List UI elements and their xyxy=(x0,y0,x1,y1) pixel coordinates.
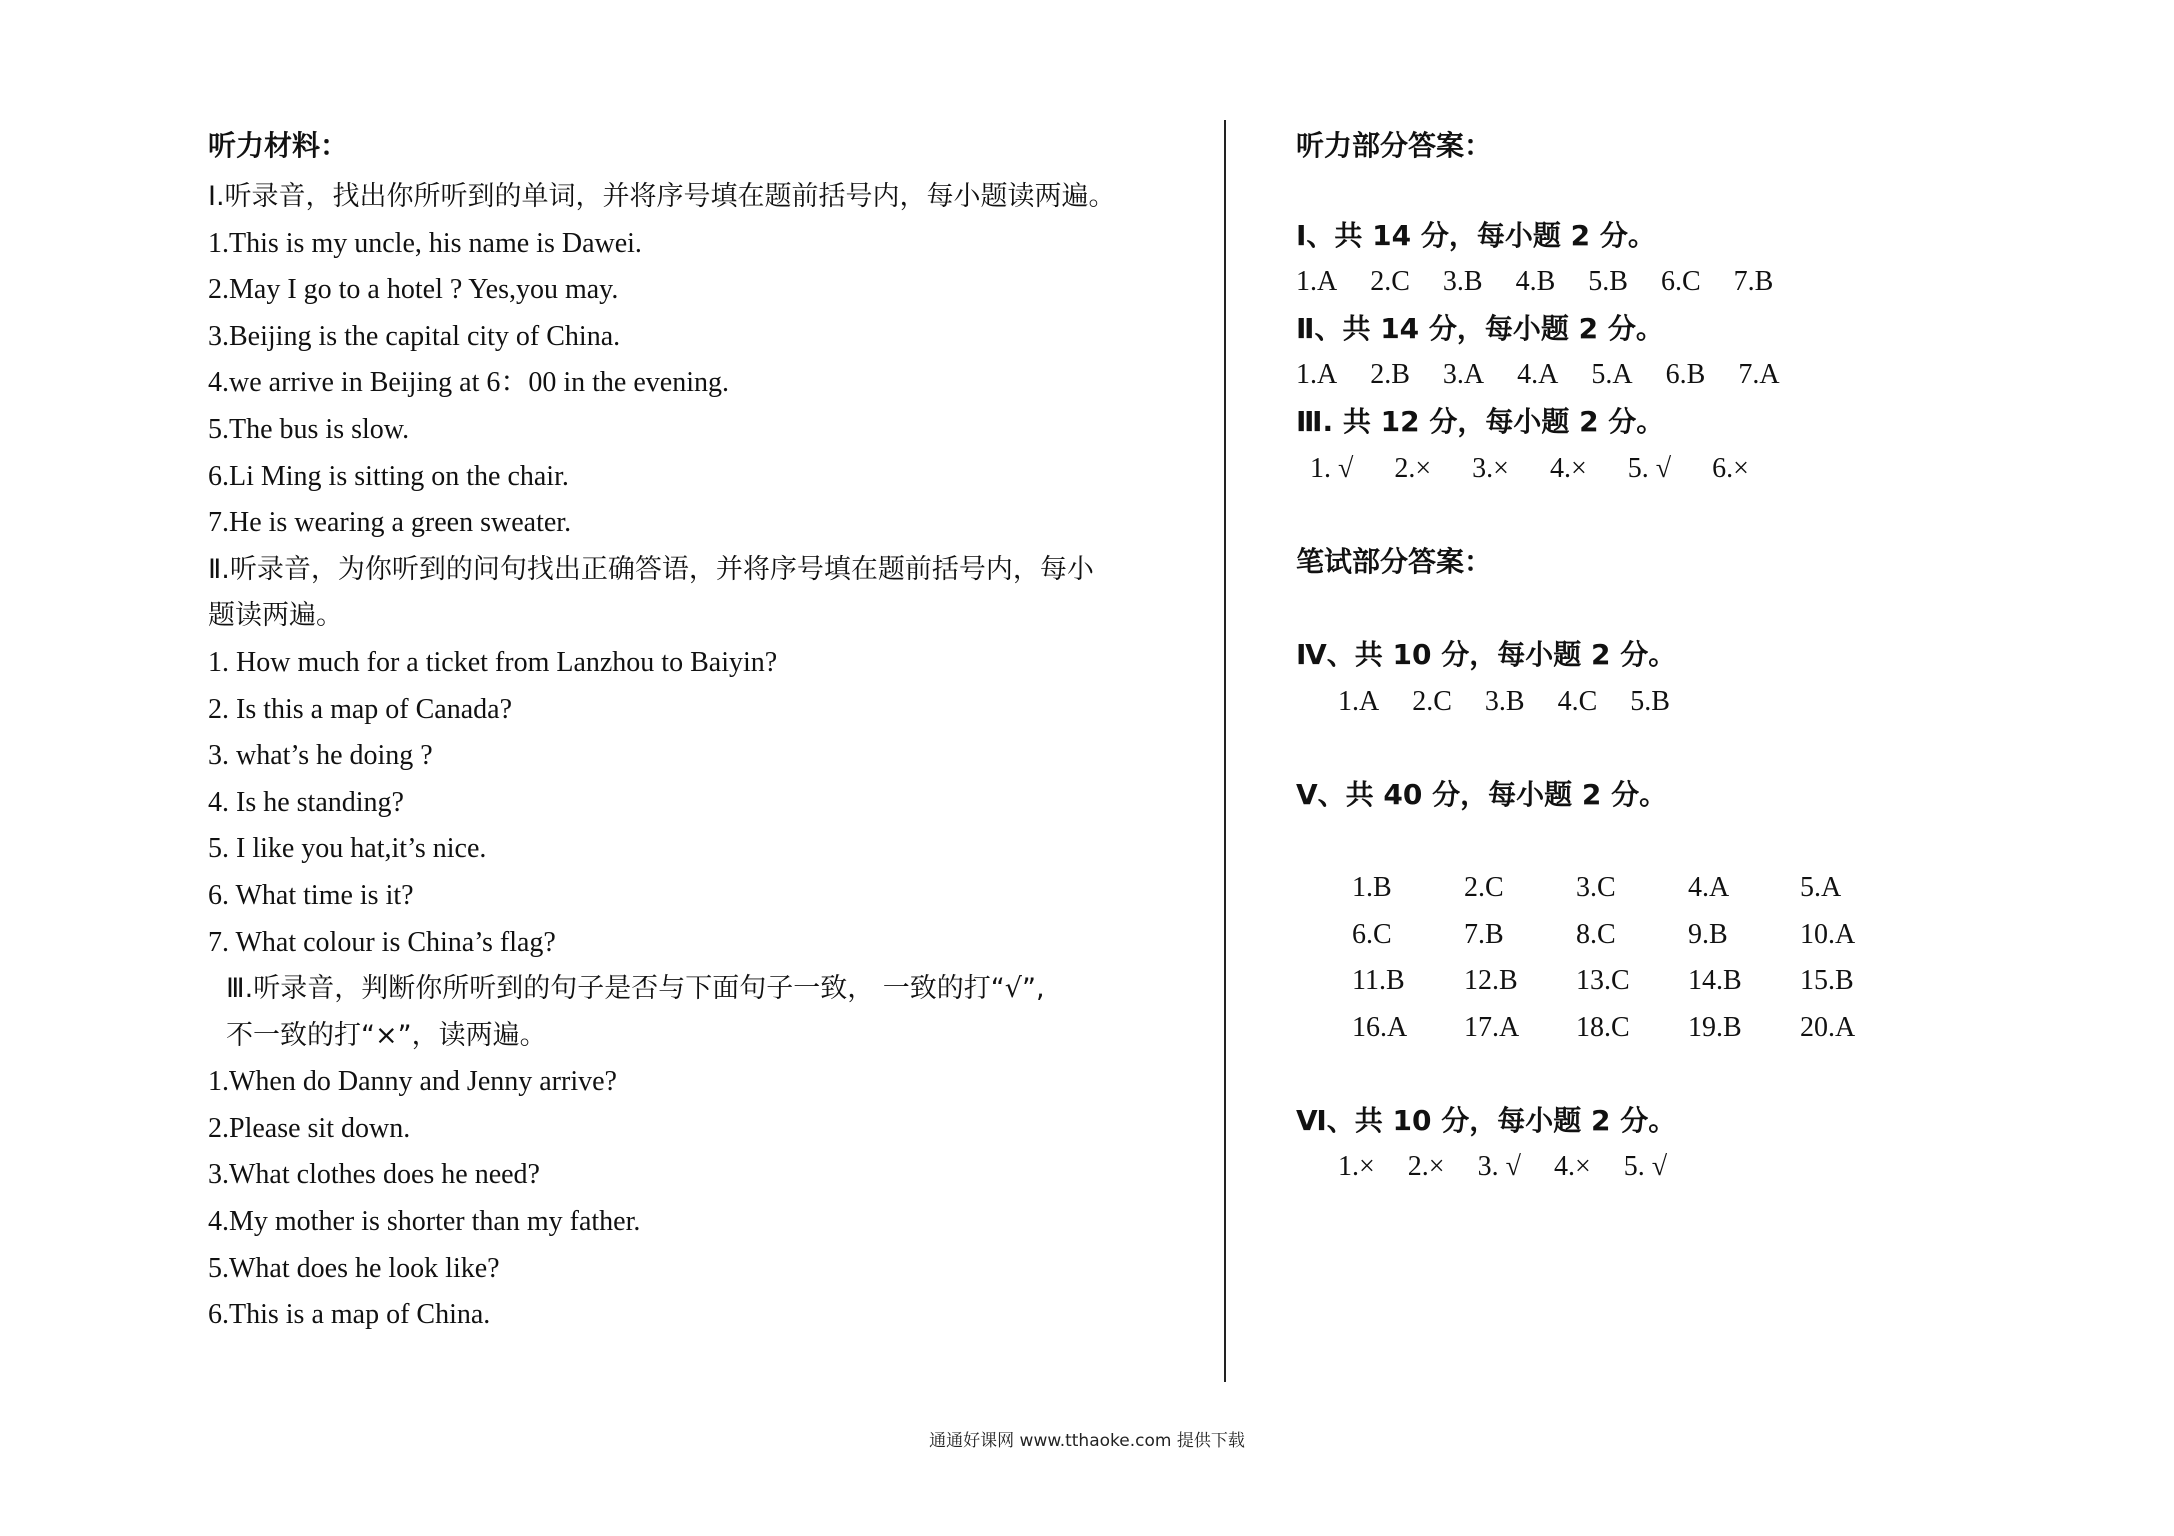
answer-item: 4.A xyxy=(1688,871,1730,903)
answer-item: 5.B xyxy=(1630,685,1670,717)
listening-material-column xyxy=(208,126,1208,1339)
list-item: 4. Is he standing? xyxy=(208,786,404,818)
answer-item: 17.A xyxy=(1464,1011,1520,1043)
list-item: 4.we arrive in Beijing at 6：00 in the evening. xyxy=(208,367,729,399)
answer-section-1-row xyxy=(1296,259,2096,306)
answer-item: 19.B xyxy=(1688,1011,1742,1043)
answer-item: 2.× xyxy=(1407,1151,1445,1183)
answer-grid-row xyxy=(1352,865,2096,912)
answer-grid-row xyxy=(1352,958,2096,1005)
answer-item: 2.C xyxy=(1370,266,1410,298)
answer-section-3-row xyxy=(1296,446,2096,493)
answer-section-2-heading: Ⅱ、共 14 分，每小题 2 分。 xyxy=(1296,311,1664,345)
answer-item: 11.B xyxy=(1352,965,1405,997)
answer-item: 6.C xyxy=(1352,918,1392,950)
list-item: 2.Please sit down. xyxy=(208,1112,411,1144)
section-3-items xyxy=(208,1059,1208,1339)
answers-column xyxy=(1296,126,2096,1191)
section-2-instruction: Ⅱ.听录音，为你听到的问句找出正确答语，并将序号填在题前括号内，每小 xyxy=(208,553,1094,585)
answer-item: 7.B xyxy=(1733,266,1774,298)
answer-grid-row xyxy=(1352,912,2096,959)
answer-item: 7.B xyxy=(1464,918,1504,950)
answer-item: 3. √ xyxy=(1477,1151,1521,1183)
answer-item: 2.B xyxy=(1370,359,1410,391)
section-1-instruction: Ⅰ.听录音，找出你所听到的单词，并将序号填在题前括号内，每小题读两遍。 xyxy=(208,181,1116,212)
list-item: 3.What clothes does he need? xyxy=(208,1159,540,1191)
answer-item: 6.B xyxy=(1665,359,1706,391)
answer-item: 6.C xyxy=(1660,266,1701,298)
answer-item: 1.× xyxy=(1338,1151,1375,1183)
footer-credit: 通通好课网 www.tthaoke.com 提供下载 xyxy=(929,1431,1245,1451)
section-3-instruction-cont: 不一致的打“×”，读两遍。 xyxy=(226,1019,547,1051)
answer-grid-row xyxy=(1352,1005,2096,1052)
answer-section-5-heading: Ⅴ、共 40 分，每小题 2 分。 xyxy=(1296,777,1668,811)
section-3-instruction: Ⅲ.听录音，判断你所听到的句子是否与下面句子一致， 一致的打“√”, xyxy=(226,973,1045,1005)
answer-item: 20.A xyxy=(1800,1011,1856,1043)
listening-material-title: 听力材料： xyxy=(208,129,349,162)
answer-item: 1.A xyxy=(1296,359,1338,391)
answer-section-2-row xyxy=(1296,352,2096,399)
list-item: 6.This is a map of China. xyxy=(208,1299,491,1331)
list-item: 4.My mother is shorter than my father. xyxy=(208,1206,641,1238)
list-item: 7.He is wearing a green sweater. xyxy=(208,507,572,539)
answer-section-4-row xyxy=(1296,679,2096,726)
answer-section-6-heading: Ⅵ、共 10 分，每小题 2 分。 xyxy=(1296,1103,1677,1137)
answer-item: 3.A xyxy=(1442,359,1485,391)
answer-item: 6.× xyxy=(1712,452,1749,484)
list-item: 2.May I go to a hotel ? Yes,you may. xyxy=(208,274,619,306)
answer-item: 4.B xyxy=(1515,266,1556,298)
answer-item: 15.B xyxy=(1800,965,1854,997)
list-item: 1. How much for a ticket from Lanzhou to Baiyin? xyxy=(208,646,778,678)
answer-item: 3.× xyxy=(1472,452,1509,484)
list-item: 3.Beijing is the capital city of China. xyxy=(208,320,621,352)
column-divider xyxy=(1224,120,1226,1382)
section-2-items xyxy=(208,640,1208,966)
answer-item: 18.C xyxy=(1576,1011,1630,1043)
answer-item: 1.B xyxy=(1352,871,1392,903)
answer-item: 5. √ xyxy=(1623,1151,1668,1183)
written-answers-title: 笔试部分答案： xyxy=(1296,544,1493,578)
list-item: 5.The bus is slow. xyxy=(208,413,410,445)
answer-item: 3.B xyxy=(1484,685,1525,717)
answer-item: 13.C xyxy=(1576,965,1630,997)
answer-item: 12.B xyxy=(1464,965,1518,997)
list-item: 7. What colour is China’s flag? xyxy=(208,926,556,958)
answer-item: 1.A xyxy=(1338,685,1380,717)
answer-item: 8.C xyxy=(1576,918,1616,950)
list-item: 3. what’s he doing ? xyxy=(208,740,433,772)
listening-answers-title: 听力部分答案： xyxy=(1296,129,1493,162)
answer-item: 4.C xyxy=(1557,685,1598,717)
answer-section-5-grid xyxy=(1296,865,2096,1051)
answer-item: 1. √ xyxy=(1310,452,1354,484)
answer-section-6-row xyxy=(1296,1144,2096,1191)
answer-item: 5. √ xyxy=(1627,452,1672,484)
list-item: 5.What does he look like? xyxy=(208,1252,500,1284)
answer-item: 2.C xyxy=(1412,685,1452,717)
answer-item: 5.B xyxy=(1588,266,1628,298)
answer-item: 5.A xyxy=(1591,359,1633,391)
answer-item: 2.× xyxy=(1394,452,1432,484)
answer-item: 16.A xyxy=(1352,1011,1408,1043)
answer-item: 2.C xyxy=(1464,871,1504,903)
answer-item: 4.× xyxy=(1549,452,1587,484)
answer-item: 3.B xyxy=(1442,266,1483,298)
section-2-instruction-cont: 题读两遍。 xyxy=(208,600,343,632)
answer-item: 14.B xyxy=(1688,965,1742,997)
section-1-items xyxy=(208,221,1208,547)
answer-section-4-heading: Ⅳ、共 10 分，每小题 2 分。 xyxy=(1296,637,1677,671)
list-item: 6.Li Ming is sitting on the chair. xyxy=(208,460,569,492)
answer-section-3-heading: Ⅲ. 共 12 分，每小题 2 分。 xyxy=(1296,404,1665,438)
answer-item: 1.A xyxy=(1296,266,1338,298)
answer-item: 10.A xyxy=(1800,918,1856,950)
answer-section-1-heading: Ⅰ、共 14 分，每小题 2 分。 xyxy=(1296,218,1656,252)
list-item: 6. What time is it? xyxy=(208,879,414,911)
list-item: 5. I like you hat,it’s nice. xyxy=(208,833,487,865)
answer-item: 4.× xyxy=(1553,1151,1591,1183)
list-item: 1.When do Danny and Jenny arrive? xyxy=(208,1066,617,1098)
answer-item: 5.A xyxy=(1800,871,1842,903)
answer-item: 9.B xyxy=(1688,918,1728,950)
answer-item: 4.A xyxy=(1517,359,1559,391)
list-item: 1.This is my uncle, his name is Dawei. xyxy=(208,227,642,259)
list-item: 2. Is this a map of Canada? xyxy=(208,693,513,725)
answer-item: 7.A xyxy=(1738,359,1780,391)
answer-item: 3.C xyxy=(1576,871,1616,903)
